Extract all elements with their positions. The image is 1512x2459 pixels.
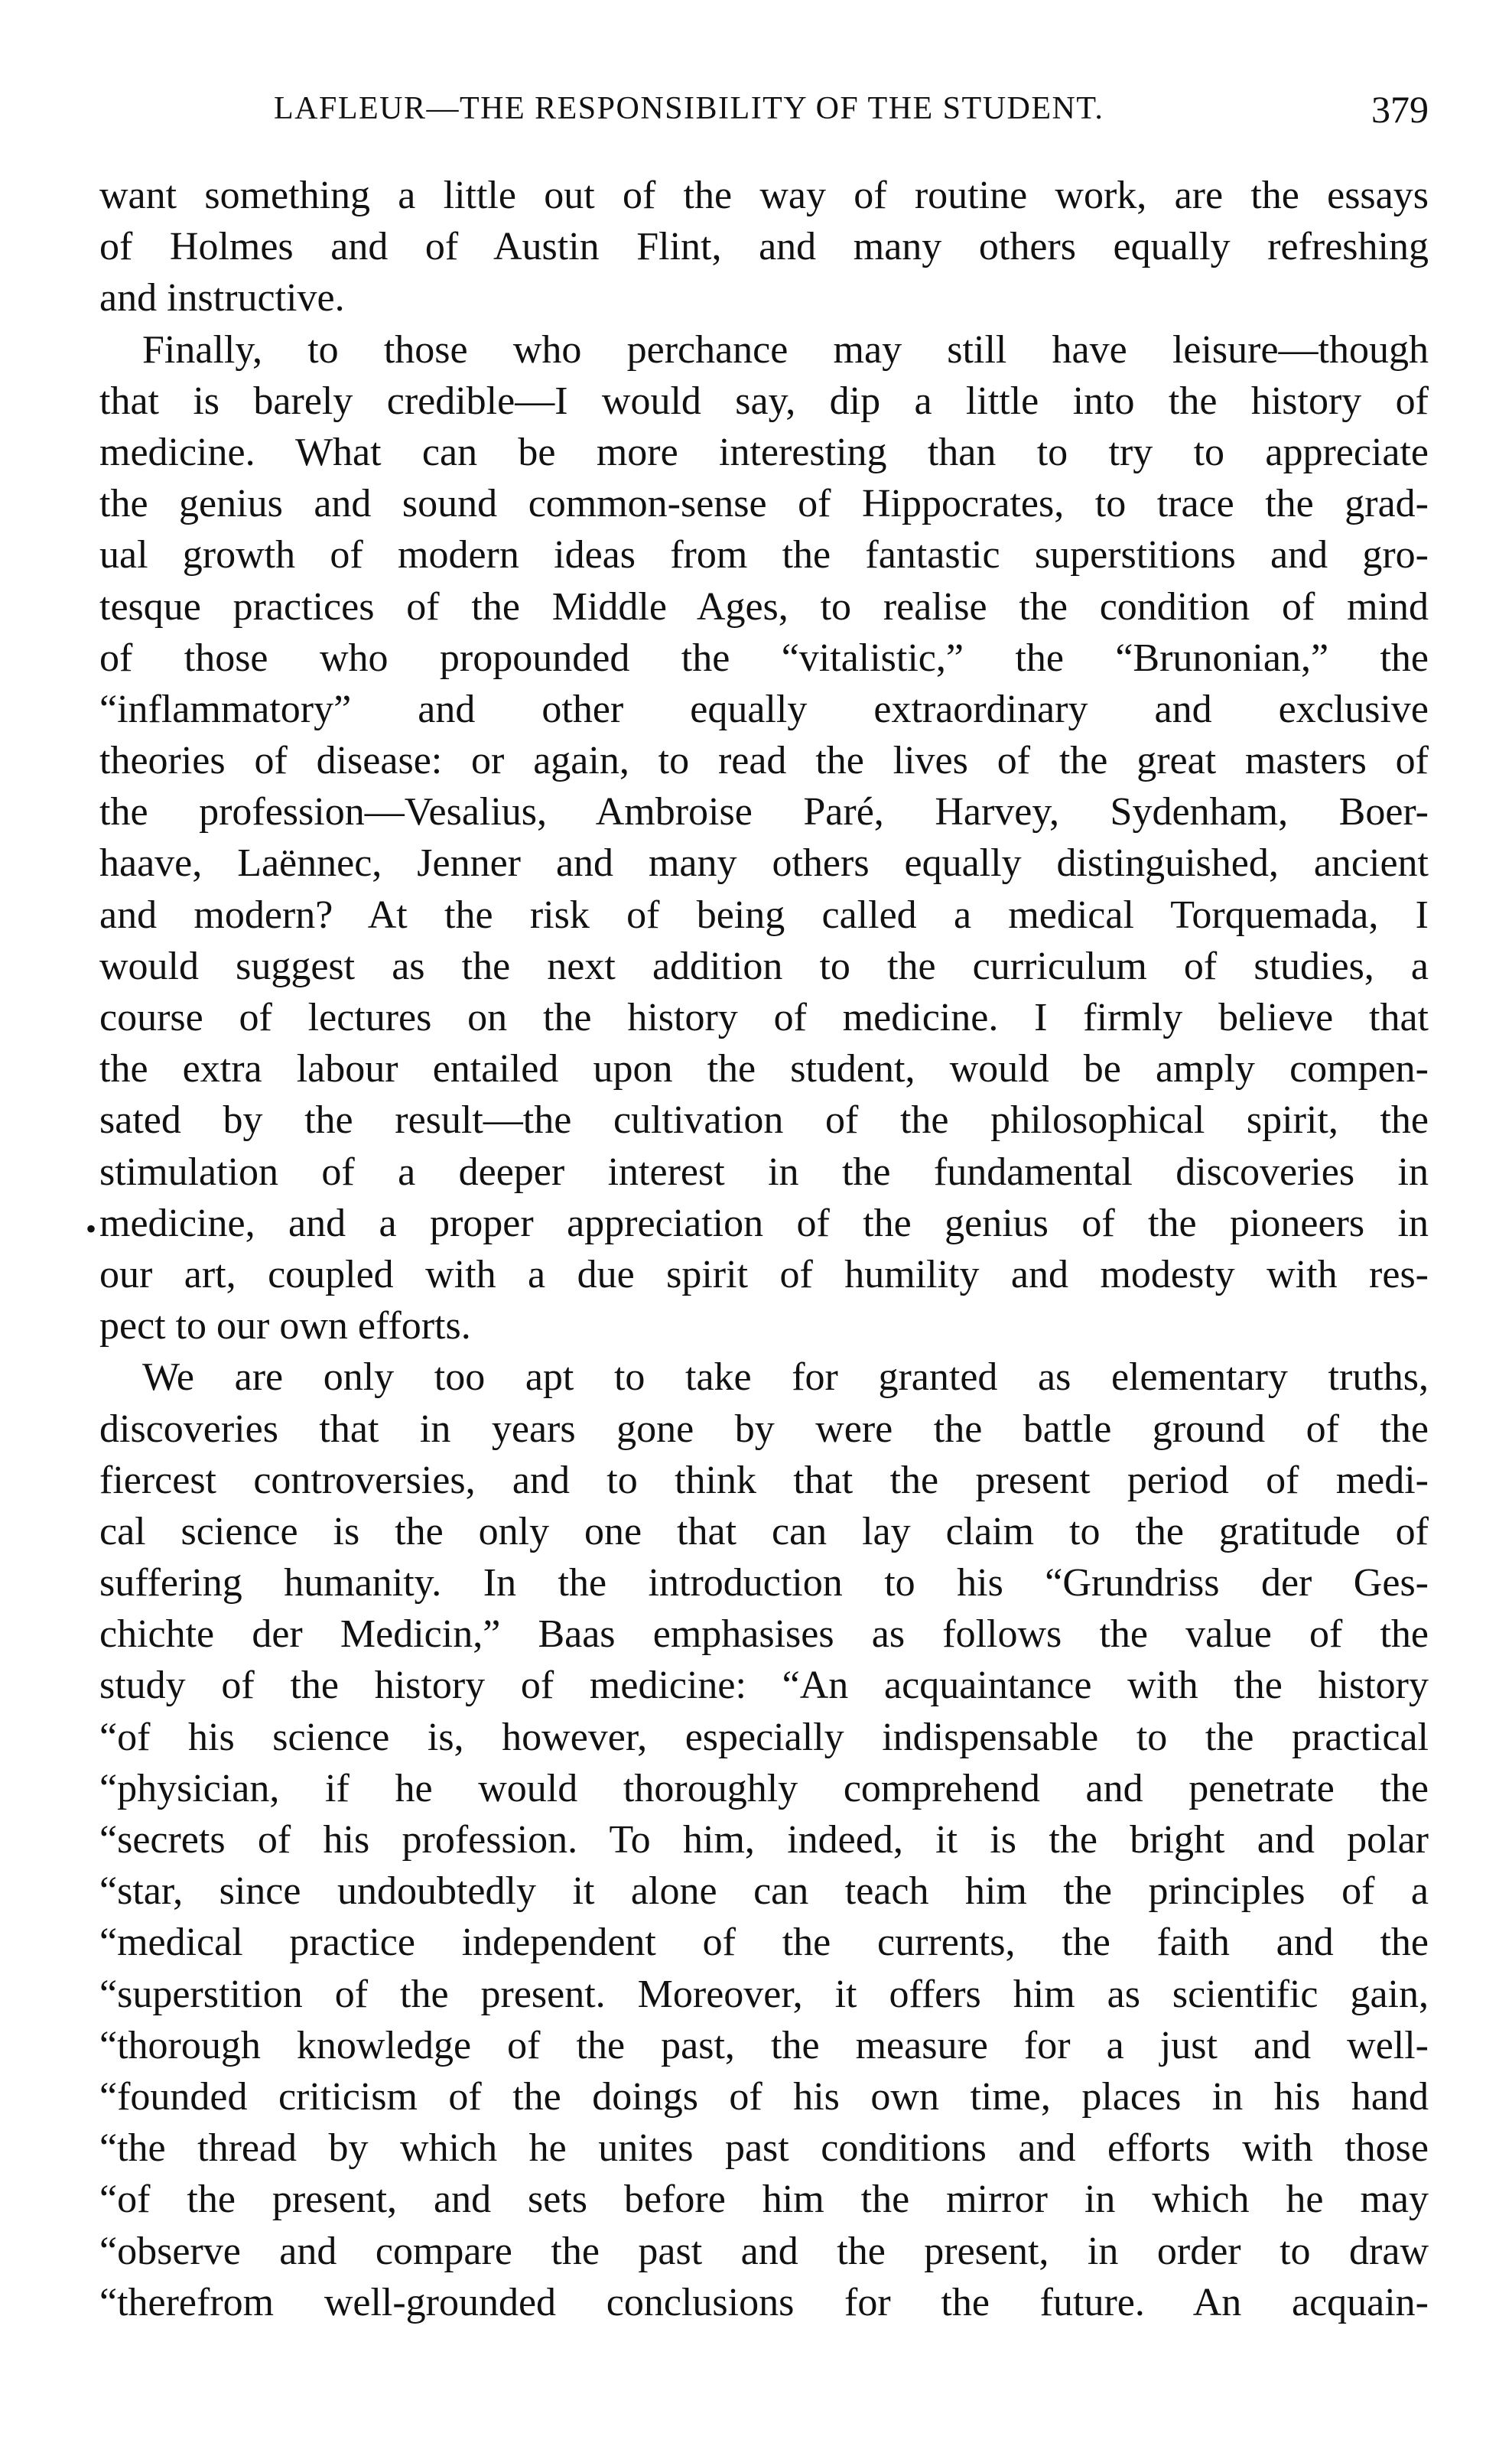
text-line: and instructive. <box>99 276 345 320</box>
text-line: of Holmes and of Austin Flint, and many others equally refreshing <box>99 225 1429 269</box>
text-line: “founded criticism of the doings of his own time, places in his hand <box>99 2074 1429 2119</box>
text-line: Finally, to those who perchance may still have leisure—though <box>142 327 1429 372</box>
text-line: of those who propounded the “vitalistic,” the “Brunonian,” the <box>99 636 1429 680</box>
text-line: the extra labour entailed upon the student, would be amply compen- <box>99 1047 1429 1091</box>
page-number: 379 <box>1371 88 1429 131</box>
text-line: “medical practice independent of the currents, the faith and the <box>99 1921 1429 1965</box>
text-line: suffering humanity. In the introduction to his “Grundriss der Ges- <box>99 1561 1429 1605</box>
text-line: discoveries that in years gone by were the battle ground of the <box>99 1407 1429 1451</box>
text-line: “thorough knowledge of the past, the measure for a just and well- <box>99 2023 1429 2067</box>
text-line: “observe and compare the past and the present, in order to draw <box>99 2229 1429 2273</box>
text-line: “superstition of the present. Moreover, it offers him as scientific gain, <box>99 1972 1429 2016</box>
text-line: our art, coupled with a due spirit of humility and modesty with res- <box>99 1252 1429 1296</box>
text-line: haave, Laënnec, Jenner and many others equally distinguished, ancient <box>99 841 1429 886</box>
text-line: sated by the result—the cultivation of the philosophical spirit, the <box>99 1098 1429 1143</box>
text-line: We are only too apt to take for granted as elementary truths, <box>142 1355 1429 1400</box>
text-line: stimulation of a deeper interest in the fundamental discoveries in <box>99 1150 1429 1194</box>
text-line: medicine. What can be more interesting than to try to appreciate <box>99 430 1429 474</box>
text-line: would suggest as the next addition to the curriculum of studies, a <box>99 944 1429 988</box>
text-line: that is barely credible—I would say, dip a little into the history of <box>99 379 1429 423</box>
text-line: course of lectures on the history of medicine. I firmly believe that <box>99 996 1429 1039</box>
text-line: medicine, and a proper appreciation of the genius of the pioneers in <box>99 1201 1429 1245</box>
text-line: pect to our own efforts. <box>99 1304 471 1348</box>
text-line: “physician, if he would thoroughly comprehend and penetrate the <box>99 1766 1429 1810</box>
margin-mark: • <box>86 1212 97 1246</box>
text-line: “of his science is, however, especially indispensable to the practical <box>99 1715 1429 1759</box>
text-line: theories of disease: or again, to read the lives of the great masters of <box>99 739 1429 783</box>
text-line: and modern? At the risk of being called a medical Torquemada, I <box>99 893 1429 937</box>
text-line: study of the history of medicine: “An acquaintance with the history <box>99 1664 1429 1708</box>
running-head: LAFLEUR—THE RESPONSIBILITY OF THE STUDENT. <box>274 91 1104 126</box>
text-line: “the thread by which he unites past conditions and efforts with those <box>99 2126 1429 2171</box>
text-line: want something a little out of the way of routine work, are the essays <box>99 174 1429 217</box>
text-line: ual growth of modern ideas from the fantastic superstitions and gro- <box>99 533 1429 577</box>
text-line: tesque practices of the Middle Ages, to realise the condition of mind <box>99 584 1429 629</box>
text-line: chichte der Medicin,” Baas emphasises as follows the value of the <box>99 1612 1429 1657</box>
text-line: “therefrom well-grounded conclusions for the future. An acquain- <box>99 2280 1429 2324</box>
text-line: “of the present, and sets before him the mirror in which he may <box>99 2178 1429 2222</box>
body-text <box>99 170 1429 2328</box>
text-line: “secrets of his profession. To him, indeed, it is the bright and polar <box>99 1818 1429 1862</box>
text-line: fiercest controversies, and to think that the present period of medi- <box>99 1458 1429 1502</box>
text-line: cal science is the only one that can lay claim to the gratitude of <box>99 1509 1429 1553</box>
text-line: the profession—Vesalius, Ambroise Paré, Harvey, Sydenham, Boer- <box>99 790 1429 834</box>
text-line: the genius and sound common-sense of Hippocrates, to trace the grad- <box>99 482 1429 526</box>
page-header <box>99 90 1429 144</box>
text-line: “inflammatory” and other equally extraordinary and exclusive <box>99 687 1429 731</box>
text-line: “star, since undoubtedly it alone can teach him the principles of a <box>99 1869 1429 1914</box>
